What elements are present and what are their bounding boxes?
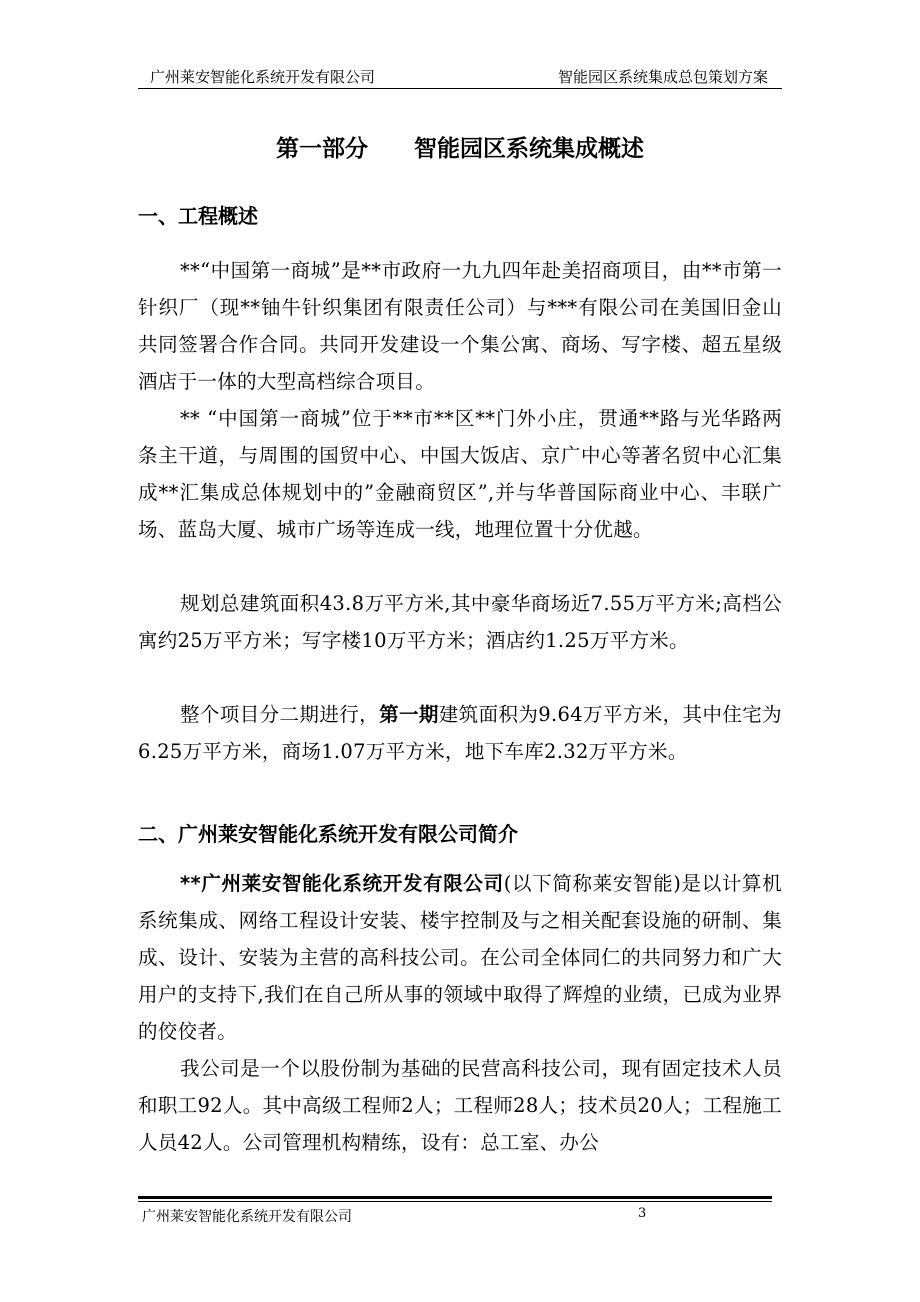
page-header <box>138 62 782 89</box>
page-number: 3 <box>638 1206 647 1221</box>
section2-paragraph-1 <box>138 865 782 1050</box>
p4-post: 建筑面积为9.64万平方米，其中住宅为6.25万平方米，商场1.07万平方米，地下车库2.32万平方米。 <box>138 703 782 763</box>
p4-bold: 第一期 <box>379 703 439 726</box>
footer-rule-thick <box>138 1196 772 1199</box>
title-name: 智能园区系统集成概述 <box>414 136 644 162</box>
title-part: 第一部分 <box>276 136 368 162</box>
section2-heading: 二、广州莱安智能化系统开发有限公司简介 <box>138 822 518 846</box>
header-company: 广州莱安智能化系统开发有限公司 <box>150 68 376 86</box>
header-doc-title: 智能园区系统集成总包策划方案 <box>557 68 768 86</box>
section1-paragraph-3: 规划总建筑面积43.8万平方米,其中豪华商场近7.55万平方米;高档公寓约25万平方米；写字楼10万平方米；酒店约1.25万平方米。 <box>138 592 782 652</box>
page-footer <box>138 1196 772 1225</box>
section1-paragraph-2: ** “中国第一商城”位于**市**区**门外小庄，贯通**路与光华路两条主干道，与周围的国贸中心、中国大饭店、京广中心等著名贸中心汇集成**汇集成总体规划中的”金融商贸区”,并与华普国际商业中心、丰联广场、蓝岛大厦、城市广场等连成一线，地理位置十分优越。 <box>138 407 782 541</box>
p4-pre: 整个项目分二期进行， <box>180 703 380 726</box>
section2-paragraph-2: 我公司是一个以股份制为基础的民营高科技公司，现有固定技术人员和职工92人。其中高级工程师2人；工程师28人；技术员20人；工程施工人员42人。公司管理机构精练，设有：总工室、办公 <box>138 1057 782 1154</box>
page-title <box>138 130 782 163</box>
section1-paragraph-4 <box>138 696 782 770</box>
section1-heading: 一、工程概述 <box>138 204 258 228</box>
footer-company: 广州莱安智能化系统开发有限公司 <box>142 1209 352 1225</box>
company-name-bold: **广州莱安智能化系统开发有限公司 <box>180 872 504 895</box>
p1-post: (以下简称莱安智能)是以计算机系统集成、网络工程设计安装、楼宇控制及与之相关配套设施的研制、集成、设计、安装为主营的高科技公司。在公司全体同仁的共同努力和广大用户的支持下,我们在自己所从事的领域中取得了辉煌的业绩，已成为业界的佼佼者。 <box>138 872 782 1043</box>
footer-rule-thin <box>138 1201 772 1202</box>
section1-paragraph-1: **“中国第一商城”是**市政府一九九四年赴美招商项目，由**市第一针织厂（现**铀牛针织集团有限责任公司）与***有限公司在美国旧金山共同签署合作合同。共同开发建设一个集公寓、商场、写字楼、超五星级酒店于一体的大型高档综合项目。 <box>138 259 782 393</box>
